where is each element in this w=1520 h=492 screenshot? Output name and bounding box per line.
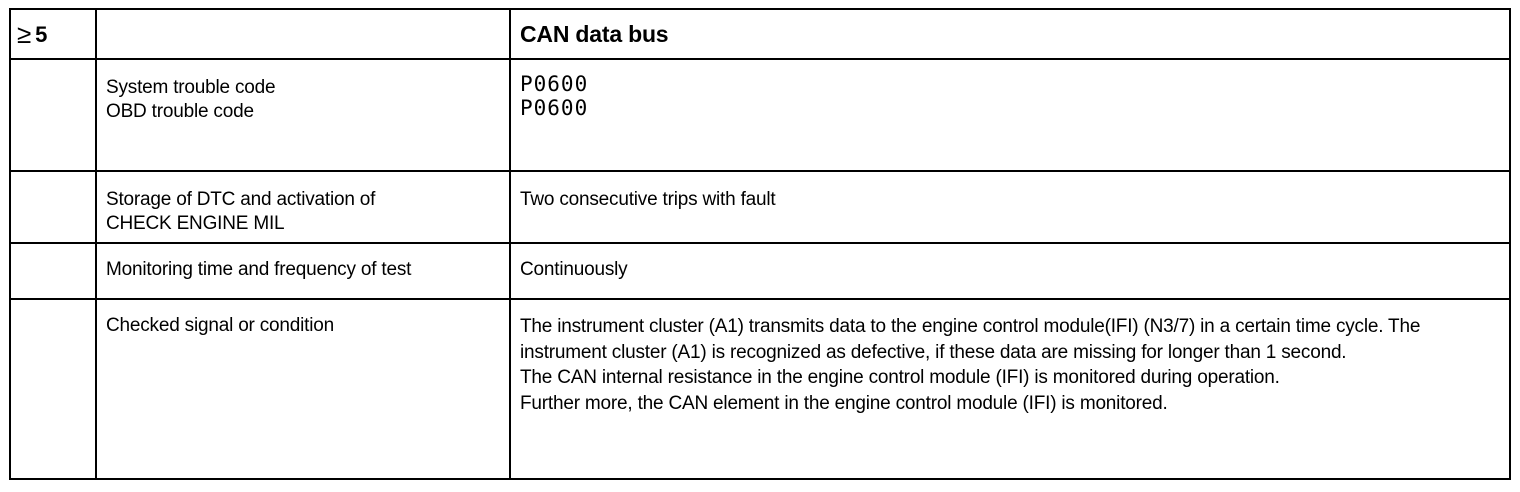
header-empty-cell <box>96 9 510 59</box>
page-title: CAN data bus <box>520 21 669 47</box>
row-value-cell <box>510 171 1510 243</box>
row-label-cell <box>96 299 510 479</box>
diagnostic-spec-sheet <box>9 8 1509 480</box>
label-monitoring-time: Monitoring time and frequency of test <box>106 259 412 280</box>
row-index-cell <box>10 59 96 171</box>
row-index-cell <box>10 299 96 479</box>
row-value-cell <box>510 59 1510 171</box>
row-label-cell <box>96 243 510 299</box>
row-label-cell <box>96 59 510 171</box>
step-marker <box>11 18 95 49</box>
step-number: 5 <box>35 21 48 47</box>
row-value-cell <box>510 243 1510 299</box>
storage-condition-value: Two consecutive trips with fault <box>520 189 776 210</box>
monitoring-time-value: Continuously <box>520 259 628 280</box>
checked-signal-paragraph: The instrument cluster (A1) transmits data to the engine control module(IFI) (N3/7) in a certain time cycle. The instrument cluster (A1) is recognized as defective, if these data are missing for longer than 1 second. <box>520 316 1421 363</box>
step-cell <box>10 9 96 59</box>
checked-signal-paragraph: The CAN internal resistance in the engine control module (IFI) is monitored during operation. <box>520 367 1280 388</box>
table-row <box>10 59 1510 171</box>
row-label-cell <box>96 171 510 243</box>
row-index-cell <box>10 171 96 243</box>
title-cell <box>510 9 1510 59</box>
system-trouble-code-value: P0600 <box>520 72 589 96</box>
row-value-cell <box>510 299 1510 479</box>
label-checked-signal: Checked signal or condition <box>106 315 335 336</box>
checked-signal-paragraph: Further more, the CAN element in the engine control module (IFI) is monitored. <box>520 392 1168 414</box>
label-check-engine-mil: CHECK ENGINE MIL <box>106 213 285 234</box>
row-index-cell <box>10 243 96 299</box>
label-system-trouble-code: System trouble code <box>106 77 276 98</box>
label-storage-of-dtc: Storage of DTC and activation of <box>106 189 376 210</box>
table-row <box>10 243 1510 299</box>
label-obd-trouble-code: OBD trouble code <box>106 101 254 122</box>
table-row <box>10 171 1510 243</box>
diagnostic-table <box>9 8 1511 480</box>
obd-trouble-code-value: P0600 <box>520 96 589 120</box>
step-symbol-icon: ≥ <box>17 18 32 49</box>
table-row <box>10 299 1510 479</box>
header-row <box>10 9 1510 59</box>
